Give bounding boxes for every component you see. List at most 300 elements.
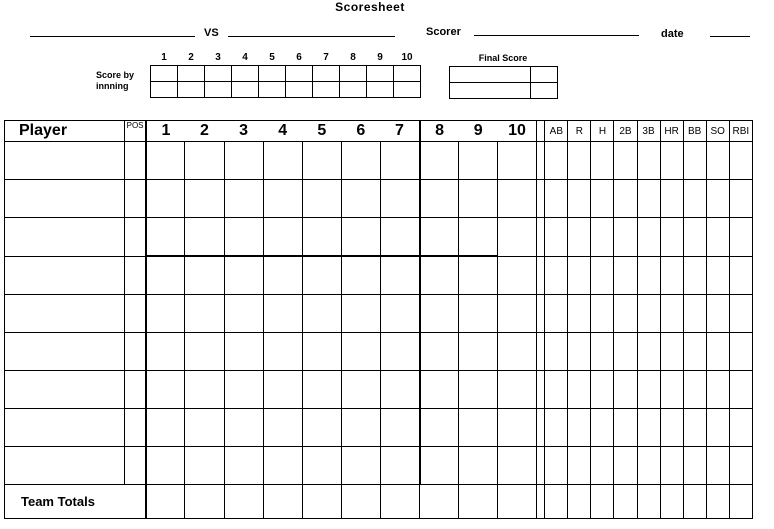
- inning-score-cell[interactable]: [232, 82, 259, 98]
- stat-cell-3b[interactable]: [637, 371, 660, 409]
- stat-cell-ab[interactable]: [545, 180, 568, 218]
- stat-cell-h[interactable]: [591, 409, 614, 447]
- stat-cell-bb[interactable]: [683, 295, 706, 333]
- stat-cell-rbi[interactable]: [729, 447, 752, 485]
- stat-header-h: H: [591, 121, 614, 142]
- inning-cell-8[interactable]: [420, 256, 459, 295]
- position-cell[interactable]: [125, 218, 146, 257]
- stat-cell-so[interactable]: [706, 142, 729, 180]
- stat-cell-ab[interactable]: [545, 142, 568, 180]
- inning-cell-10[interactable]: [498, 447, 537, 485]
- inning-cell-9[interactable]: [459, 409, 498, 447]
- inning-cell-4[interactable]: [263, 371, 302, 409]
- stat-cell-rbi[interactable]: [729, 409, 752, 447]
- inning-cell-4[interactable]: [263, 180, 302, 218]
- inning-number-2: 2: [188, 52, 194, 63]
- stat-header-hr: HR: [660, 121, 683, 142]
- inning-cell-10[interactable]: [498, 142, 537, 180]
- player-name-cell[interactable]: [5, 333, 125, 371]
- inning-cell-5[interactable]: [302, 256, 341, 295]
- totals-inning-cell-2[interactable]: [185, 485, 224, 519]
- stat-cell-2b[interactable]: [614, 180, 637, 218]
- totals-stat-cell-h[interactable]: [591, 485, 614, 519]
- inning-cell-6[interactable]: [341, 142, 380, 180]
- inning-cell-7[interactable]: [380, 333, 419, 371]
- inning-cell-7[interactable]: [380, 180, 419, 218]
- stat-cell-2b[interactable]: [614, 409, 637, 447]
- stat-cell-rbi[interactable]: [729, 333, 752, 371]
- inning-cell-9[interactable]: [459, 371, 498, 409]
- inning-score-cell[interactable]: [367, 82, 394, 98]
- sheet-title: Scoresheet: [335, 0, 405, 14]
- totals-stat-cell-bb[interactable]: [683, 485, 706, 519]
- stat-cell-rbi[interactable]: [729, 256, 752, 295]
- player-name-cell[interactable]: [5, 142, 125, 180]
- inning-score-cell[interactable]: [286, 82, 313, 98]
- inning-cell-4[interactable]: [263, 333, 302, 371]
- stat-cell-rbi[interactable]: [729, 371, 752, 409]
- inning-score-cell[interactable]: [313, 82, 340, 98]
- spacer-cell: [537, 295, 545, 333]
- inning-header-5: 5: [302, 121, 341, 142]
- stat-cell-ab[interactable]: [545, 256, 568, 295]
- inning-cell-10[interactable]: [498, 371, 537, 409]
- inning-cell-9[interactable]: [459, 333, 498, 371]
- inning-number-4: 4: [242, 52, 248, 63]
- totals-inning-cell-6[interactable]: [341, 485, 380, 519]
- stat-cell-3b[interactable]: [637, 256, 660, 295]
- totals-inning-cell-5[interactable]: [302, 485, 341, 519]
- inning-cell-8[interactable]: [420, 409, 459, 447]
- inning-cell-10[interactable]: [498, 295, 537, 333]
- player-row: [5, 142, 753, 180]
- inning-cell-2[interactable]: [185, 371, 224, 409]
- inning-cell-7[interactable]: [380, 409, 419, 447]
- inning-cell-6[interactable]: [341, 333, 380, 371]
- inning-cell-7[interactable]: [380, 371, 419, 409]
- inning-score-block: [150, 50, 421, 98]
- inning-cell-8[interactable]: [420, 180, 459, 218]
- inning-cell-6[interactable]: [341, 409, 380, 447]
- inning-cell-2[interactable]: [185, 142, 224, 180]
- stat-cell-3b[interactable]: [637, 142, 660, 180]
- stat-cell-3b[interactable]: [637, 180, 660, 218]
- player-row: [5, 371, 753, 409]
- inning-cell-3[interactable]: [224, 447, 263, 485]
- inning-cell-3[interactable]: [224, 295, 263, 333]
- inning-cell-6[interactable]: [341, 447, 380, 485]
- inning-cell-3[interactable]: [224, 333, 263, 371]
- inning-number-row: [151, 50, 421, 66]
- stat-cell-rbi[interactable]: [729, 295, 752, 333]
- inning-cell-7[interactable]: [380, 256, 419, 295]
- inning-cell-3[interactable]: [224, 218, 263, 257]
- player-row: [5, 180, 753, 218]
- inning-cell-9[interactable]: [459, 142, 498, 180]
- inning-cell-6[interactable]: [341, 295, 380, 333]
- inning-label: innning: [96, 81, 129, 91]
- stat-cell-so[interactable]: [706, 447, 729, 485]
- totals-stat-cell-rbi[interactable]: [729, 485, 752, 519]
- stat-cell-ab[interactable]: [545, 409, 568, 447]
- inning-cell-5[interactable]: [302, 333, 341, 371]
- stat-cell-h[interactable]: [591, 371, 614, 409]
- stat-cell-bb[interactable]: [683, 447, 706, 485]
- score-by-inning-label: [96, 70, 134, 92]
- stat-cell-h[interactable]: [591, 295, 614, 333]
- position-cell[interactable]: [125, 180, 146, 218]
- totals-inning-cell-1[interactable]: [146, 485, 185, 519]
- player-name-cell[interactable]: [5, 180, 125, 218]
- team2-line[interactable]: [228, 36, 395, 37]
- team-totals-row: [5, 485, 753, 519]
- inning-cell-5[interactable]: [302, 371, 341, 409]
- player-name-cell[interactable]: [5, 218, 125, 257]
- inning-cell-4[interactable]: [263, 256, 302, 295]
- stat-cell-2b[interactable]: [614, 295, 637, 333]
- inning-cell-1[interactable]: [146, 218, 185, 257]
- inning-cell-9[interactable]: [459, 180, 498, 218]
- inning-score-cell[interactable]: [394, 82, 421, 98]
- totals-inning-cell-9[interactable]: [459, 485, 498, 519]
- inning-score-cell[interactable]: [340, 66, 367, 82]
- inning-cell-5[interactable]: [302, 142, 341, 180]
- stat-cell-bb[interactable]: [683, 371, 706, 409]
- inning-cell-4[interactable]: [263, 218, 302, 257]
- inning-score-cell[interactable]: [232, 66, 259, 82]
- stat-cell-r[interactable]: [568, 447, 591, 485]
- spacer-header: [537, 121, 545, 142]
- stat-cell-hr[interactable]: [660, 142, 683, 180]
- stat-cell-hr[interactable]: [660, 447, 683, 485]
- date-label: date: [661, 28, 684, 40]
- stat-cell-hr[interactable]: [660, 218, 683, 257]
- stat-cell-so[interactable]: [706, 218, 729, 257]
- inning-cell-1[interactable]: [146, 295, 185, 333]
- stat-header-so: SO: [706, 121, 729, 142]
- player-name-cell[interactable]: [5, 295, 125, 333]
- player-name-cell[interactable]: [5, 256, 125, 295]
- inning-cell-10[interactable]: [498, 180, 537, 218]
- stat-cell-hr[interactable]: [660, 409, 683, 447]
- spacer-cell: [537, 180, 545, 218]
- inning-cell-1[interactable]: [146, 333, 185, 371]
- stat-cell-so[interactable]: [706, 295, 729, 333]
- inning-cell-1[interactable]: [146, 409, 185, 447]
- inning-number-7: 7: [323, 52, 329, 63]
- inning-score-cell[interactable]: [313, 66, 340, 82]
- stat-cell-h[interactable]: [591, 333, 614, 371]
- inning-cell-7[interactable]: [380, 142, 419, 180]
- player-row: [5, 409, 753, 447]
- player-row: [5, 256, 753, 295]
- inning-score-cell[interactable]: [286, 66, 313, 82]
- stat-cell-bb[interactable]: [683, 142, 706, 180]
- stat-cell-h[interactable]: [591, 256, 614, 295]
- table-body: [5, 142, 753, 519]
- inning-score-cell[interactable]: [151, 82, 178, 98]
- stat-cell-so[interactable]: [706, 371, 729, 409]
- inning-cell-2[interactable]: [185, 218, 224, 257]
- player-name-cell[interactable]: [5, 447, 125, 485]
- stat-cell-r[interactable]: [568, 142, 591, 180]
- totals-stat-cell-so[interactable]: [706, 485, 729, 519]
- totals-stat-cell-ab[interactable]: [545, 485, 568, 519]
- stat-header-ab: AB: [545, 121, 568, 142]
- spacer-cell: [537, 218, 545, 257]
- inning-header-3: 3: [224, 121, 263, 142]
- stat-cell-3b[interactable]: [637, 409, 660, 447]
- stat-cell-r[interactable]: [568, 180, 591, 218]
- inning-cell-10[interactable]: [498, 256, 537, 295]
- stat-cell-bb[interactable]: [683, 218, 706, 257]
- stat-cell-r[interactable]: [568, 256, 591, 295]
- inning-cell-6[interactable]: [341, 371, 380, 409]
- inning-score-cell[interactable]: [205, 66, 232, 82]
- final-score-team2-total[interactable]: [531, 83, 558, 99]
- inning-cell-9[interactable]: [459, 218, 498, 257]
- stat-cell-h[interactable]: [591, 180, 614, 218]
- stat-header-2b: 2B: [614, 121, 637, 142]
- totals-stat-cell-2b[interactable]: [614, 485, 637, 519]
- inning-cell-3[interactable]: [224, 142, 263, 180]
- stat-cell-so[interactable]: [706, 180, 729, 218]
- inning-cell-1[interactable]: [146, 180, 185, 218]
- stat-cell-3b[interactable]: [637, 333, 660, 371]
- inning-cell-8[interactable]: [420, 333, 459, 371]
- stat-header-3b: 3B: [637, 121, 660, 142]
- stat-cell-so[interactable]: [706, 256, 729, 295]
- inning-score-cell[interactable]: [151, 66, 178, 82]
- scorer-line[interactable]: [474, 35, 639, 36]
- stat-cell-bb[interactable]: [683, 333, 706, 371]
- stat-cell-rbi[interactable]: [729, 218, 752, 257]
- position-cell[interactable]: [125, 295, 146, 333]
- stat-cell-h[interactable]: [591, 447, 614, 485]
- player-scoring-table: [4, 120, 753, 519]
- stat-cell-so[interactable]: [706, 409, 729, 447]
- player-name-cell[interactable]: [5, 409, 125, 447]
- stat-header-bb: BB: [683, 121, 706, 142]
- scorer-label: Scorer: [426, 26, 461, 38]
- inning-score-cell[interactable]: [367, 66, 394, 82]
- stat-cell-ab[interactable]: [545, 295, 568, 333]
- inning-number-10: 10: [401, 52, 413, 63]
- stat-cell-hr[interactable]: [660, 256, 683, 295]
- position-cell[interactable]: [125, 371, 146, 409]
- inning-cell-4[interactable]: [263, 447, 302, 485]
- final-score-block: [449, 53, 558, 99]
- inning-header-10: 10: [498, 121, 537, 142]
- inning-cell-5[interactable]: [302, 447, 341, 485]
- stat-cell-bb[interactable]: [683, 180, 706, 218]
- inning-cell-7[interactable]: [380, 295, 419, 333]
- inning-cell-5[interactable]: [302, 218, 341, 257]
- stat-cell-r[interactable]: [568, 295, 591, 333]
- inning-score-cell[interactable]: [178, 66, 205, 82]
- inning-cell-7[interactable]: [380, 218, 419, 257]
- inning-cell-1[interactable]: [146, 256, 185, 295]
- stat-cell-3b[interactable]: [637, 447, 660, 485]
- stat-cell-hr[interactable]: [660, 371, 683, 409]
- inning-cell-5[interactable]: [302, 295, 341, 333]
- inning-cell-6[interactable]: [341, 256, 380, 295]
- totals-stat-cell-3b[interactable]: [637, 485, 660, 519]
- team1-line[interactable]: [30, 36, 195, 37]
- stat-cell-r[interactable]: [568, 371, 591, 409]
- stat-cell-h[interactable]: [591, 218, 614, 257]
- inning-number-3: 3: [215, 52, 221, 63]
- inning-cell-7[interactable]: [380, 447, 419, 485]
- inning-number-6: 6: [296, 52, 302, 63]
- position-cell[interactable]: [125, 256, 146, 295]
- inning-cell-10[interactable]: [498, 409, 537, 447]
- inning-cell-8[interactable]: [420, 371, 459, 409]
- position-cell[interactable]: [125, 333, 146, 371]
- inning-score-row-team2: [151, 82, 421, 98]
- stat-cell-ab[interactable]: [545, 218, 568, 257]
- inning-cell-4[interactable]: [263, 409, 302, 447]
- final-score-team2-cell[interactable]: [450, 83, 531, 99]
- stat-cell-2b[interactable]: [614, 333, 637, 371]
- stat-cell-hr[interactable]: [660, 295, 683, 333]
- inning-number-9: 9: [377, 52, 383, 63]
- team-totals-label: Team Totals: [5, 485, 146, 519]
- stat-header-rbi: RBI: [729, 121, 752, 142]
- position-cell[interactable]: [125, 142, 146, 180]
- stat-cell-ab[interactable]: [545, 371, 568, 409]
- inning-cell-2[interactable]: [185, 333, 224, 371]
- inning-header-6: 6: [341, 121, 380, 142]
- inning-header-8: 8: [420, 121, 459, 142]
- table-header-row: [5, 121, 753, 142]
- final-score-label: Final Score: [478, 53, 528, 63]
- inning-number-1: 1: [161, 52, 167, 63]
- totals-inning-cell-8[interactable]: [420, 485, 459, 519]
- stat-cell-2b[interactable]: [614, 218, 637, 257]
- inning-cell-8[interactable]: [420, 218, 459, 257]
- player-row: [5, 295, 753, 333]
- stat-cell-rbi[interactable]: [729, 142, 752, 180]
- inning-cell-2[interactable]: [185, 295, 224, 333]
- inning-score-cell[interactable]: [205, 82, 232, 98]
- player-row: [5, 218, 753, 257]
- inning-cell-5[interactable]: [302, 180, 341, 218]
- inning-cell-2[interactable]: [185, 256, 224, 295]
- inning-score-cell[interactable]: [340, 82, 367, 98]
- position-cell[interactable]: [125, 447, 146, 485]
- stat-cell-r[interactable]: [568, 409, 591, 447]
- inning-cell-1[interactable]: [146, 142, 185, 180]
- stat-cell-2b[interactable]: [614, 447, 637, 485]
- inning-cell-9[interactable]: [459, 256, 498, 295]
- inning-cell-3[interactable]: [224, 256, 263, 295]
- totals-inning-cell-4[interactable]: [263, 485, 302, 519]
- totals-inning-cell-3[interactable]: [224, 485, 263, 519]
- inning-cell-8[interactable]: [420, 142, 459, 180]
- spacer-cell: [537, 409, 545, 447]
- inning-score-cell[interactable]: [178, 82, 205, 98]
- inning-header-2: 2: [185, 121, 224, 142]
- inning-number-8: 8: [350, 52, 356, 63]
- inning-cell-10[interactable]: [498, 218, 537, 257]
- inning-cell-3[interactable]: [224, 371, 263, 409]
- inning-cell-5[interactable]: [302, 409, 341, 447]
- pos-header: POS: [125, 121, 146, 142]
- inning-cell-8[interactable]: [420, 295, 459, 333]
- stat-cell-hr[interactable]: [660, 333, 683, 371]
- final-score-team1-total[interactable]: [531, 67, 558, 83]
- inning-header-9: 9: [459, 121, 498, 142]
- inning-cell-6[interactable]: [341, 180, 380, 218]
- totals-inning-cell-7[interactable]: [380, 485, 419, 519]
- stat-cell-h[interactable]: [591, 142, 614, 180]
- stat-cell-rbi[interactable]: [729, 180, 752, 218]
- final-score-table: [449, 66, 558, 99]
- inning-score-cell[interactable]: [394, 66, 421, 82]
- stat-cell-so[interactable]: [706, 333, 729, 371]
- spacer-cell: [537, 256, 545, 295]
- stat-cell-r[interactable]: [568, 333, 591, 371]
- totals-inning-cell-10[interactable]: [498, 485, 537, 519]
- totals-stat-cell-hr[interactable]: [660, 485, 683, 519]
- stat-cell-2b[interactable]: [614, 256, 637, 295]
- inning-header-1: 1: [146, 121, 185, 142]
- inning-cell-1[interactable]: [146, 447, 185, 485]
- stat-cell-2b[interactable]: [614, 142, 637, 180]
- inning-cell-6[interactable]: [341, 218, 380, 257]
- stat-cell-hr[interactable]: [660, 180, 683, 218]
- stat-cell-2b[interactable]: [614, 371, 637, 409]
- inning-score-cell[interactable]: [259, 66, 286, 82]
- stat-cell-3b[interactable]: [637, 295, 660, 333]
- inning-number-5: 5: [269, 52, 275, 63]
- vs-label: VS: [204, 27, 219, 39]
- inning-cell-3[interactable]: [224, 409, 263, 447]
- stat-header-r: R: [568, 121, 591, 142]
- inning-score-table: [150, 50, 421, 98]
- stat-cell-bb[interactable]: [683, 256, 706, 295]
- inning-cell-4[interactable]: [263, 295, 302, 333]
- inning-cell-3[interactable]: [224, 180, 263, 218]
- inning-cell-10[interactable]: [498, 333, 537, 371]
- spacer-cell: [537, 371, 545, 409]
- stat-cell-ab[interactable]: [545, 333, 568, 371]
- inning-cell-2[interactable]: [185, 447, 224, 485]
- spacer-cell: [537, 333, 545, 371]
- spacer-cell: [537, 142, 545, 180]
- inning-cell-2[interactable]: [185, 409, 224, 447]
- stat-cell-bb[interactable]: [683, 409, 706, 447]
- inning-header-4: 4: [263, 121, 302, 142]
- stat-cell-ab[interactable]: [545, 447, 568, 485]
- position-cell[interactable]: [125, 409, 146, 447]
- inning-cell-8[interactable]: [420, 447, 459, 485]
- date-line[interactable]: [710, 36, 750, 37]
- inning-cell-2[interactable]: [185, 180, 224, 218]
- inning-cell-4[interactable]: [263, 142, 302, 180]
- final-score-team1-cell[interactable]: [450, 67, 531, 83]
- stat-cell-3b[interactable]: [637, 218, 660, 257]
- inning-cell-1[interactable]: [146, 371, 185, 409]
- stat-cell-r[interactable]: [568, 218, 591, 257]
- inning-score-cell[interactable]: [259, 82, 286, 98]
- totals-stat-cell-r[interactable]: [568, 485, 591, 519]
- inning-cell-9[interactable]: [459, 447, 498, 485]
- inning-cell-9[interactable]: [459, 295, 498, 333]
- player-name-cell[interactable]: [5, 371, 125, 409]
- player-header: Player: [5, 121, 125, 142]
